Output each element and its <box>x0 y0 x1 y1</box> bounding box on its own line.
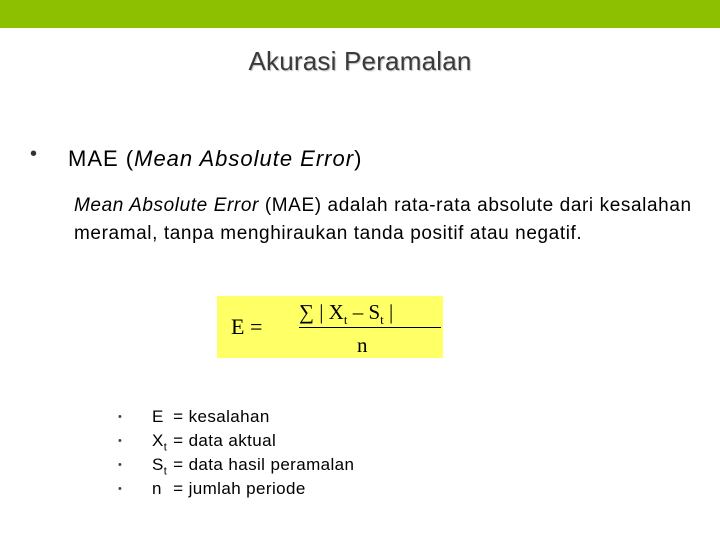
formula-numerator <box>299 300 393 328</box>
heading-abbr: MAE ( <box>68 146 135 171</box>
fraction-line <box>299 327 441 328</box>
variable-legend <box>118 405 354 501</box>
heading-term: Mean Absolute Error <box>134 146 355 171</box>
formula-end: | <box>383 300 394 324</box>
legend-symbol: $X_t$ <box>152 431 168 454</box>
definition-term: Mean Absolute Error <box>74 195 259 216</box>
formula-sub-x: t <box>343 312 348 328</box>
legend-symbol: n <box>152 479 162 498</box>
definition-text: (MAE) adalah rata-rata absolute dari kesalahan meramal, tanpa menghiraukan tanda positif atau negatif. <box>74 195 692 244</box>
legend-text: = kesalahan <box>168 407 270 426</box>
bullet-icon: • <box>30 143 38 165</box>
bullet-icon: • <box>118 435 123 447</box>
formula-sum: ∑ | X <box>299 300 344 324</box>
formula-denominator: n <box>357 333 368 357</box>
bullet-icon: • <box>118 459 123 471</box>
legend-symbol: E <box>152 407 164 426</box>
definition-paragraph <box>74 192 714 248</box>
legend-item <box>118 405 354 429</box>
legend-item <box>118 429 354 453</box>
legend-text: = data hasil peramalan <box>168 455 355 474</box>
legend-text: = jumlah periode <box>168 479 306 498</box>
legend-item <box>118 477 354 501</box>
slide-title: Akurasi Peramalan <box>248 46 472 76</box>
bullet-heading <box>68 146 362 172</box>
formula-lhs: E = <box>231 314 263 339</box>
bullet-icon: • <box>118 483 123 495</box>
top-accent-bar <box>0 0 720 28</box>
legend-text: = data aktual <box>168 431 277 450</box>
heading-close: ) <box>354 146 363 171</box>
legend-item <box>118 453 354 477</box>
bullet-icon: • <box>118 411 123 423</box>
formula-minus: – S <box>347 300 381 324</box>
formula-sub-s: t <box>380 312 384 328</box>
formula-box <box>217 296 443 358</box>
legend-symbol: $S_t$ <box>152 455 168 478</box>
